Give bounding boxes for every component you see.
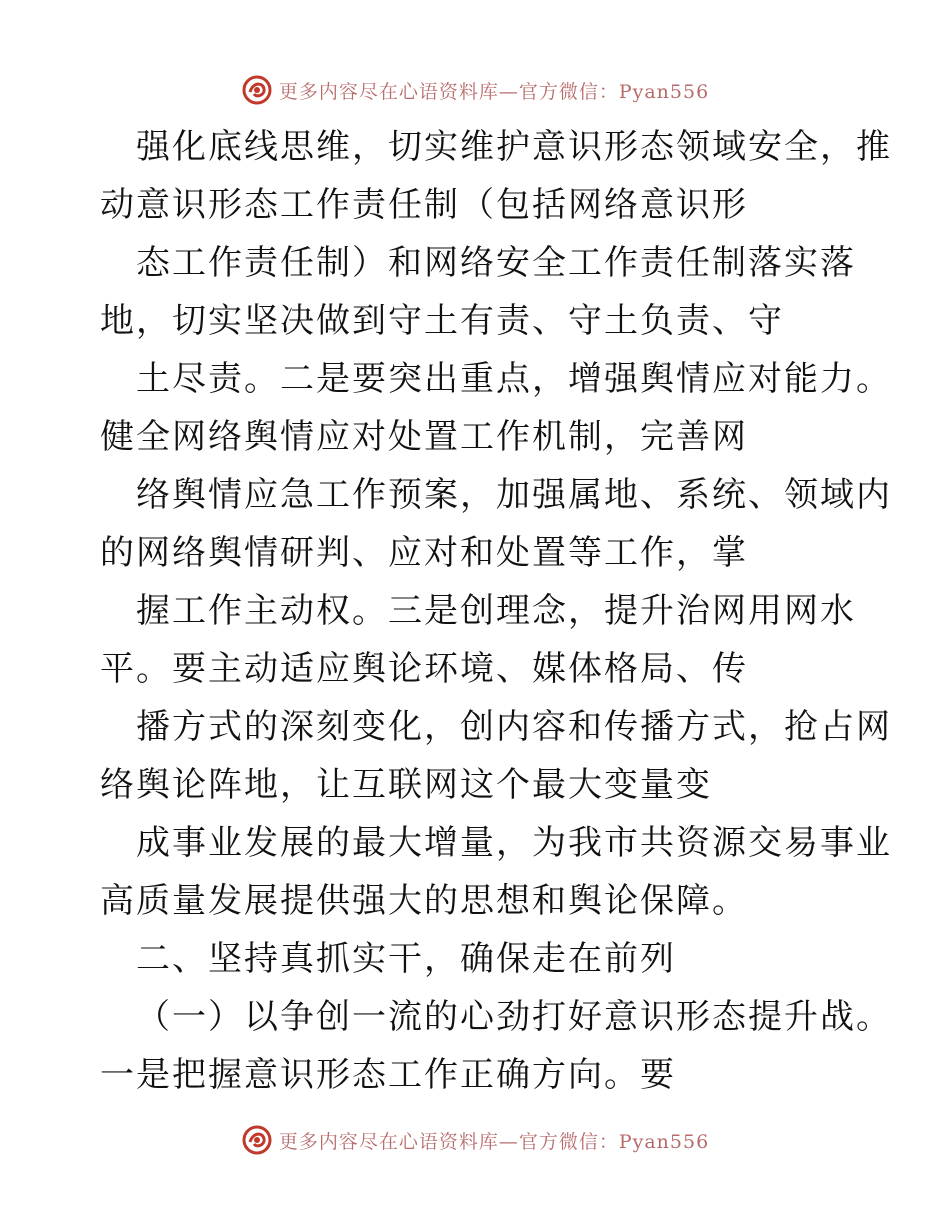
watermark-text: 更多内容尽在心语资料库—官方微信：Pyan556 (278, 1130, 710, 1153)
text-line: 高质量发展提供强大的思想和舆论保障。 (100, 881, 748, 921)
text-line: 播方式的深刻变化，创内容和传播方式，抢占网 (136, 707, 892, 747)
header-watermark (0, 70, 950, 110)
text-line: 一是把握意识形态工作正确方向。要 (100, 1055, 676, 1095)
document-body (100, 118, 892, 1104)
text-line: 地，切实坚决做到守土有责、守土负责、守 (100, 301, 784, 341)
section-heading: 二、坚持真抓实干，确保走在前列 (136, 939, 676, 979)
footer-watermark (0, 1120, 950, 1160)
text-line: 握工作主动权。三是创理念，提升治网用网水 (136, 591, 856, 631)
red-swirl-logo-icon (241, 74, 273, 106)
red-swirl-logo-icon (241, 1124, 273, 1156)
text-line: 的网络舆情研判、应对和处置等工作，掌 (100, 533, 748, 573)
text-line: 成事业发展的最大增量，为我市共资源交易事业 (136, 823, 892, 863)
text-line: 络舆情应急工作预案，加强属地、系统、领域内 (136, 475, 892, 515)
text-line: 态工作责任制）和网络安全工作责任制落实落 (136, 243, 856, 283)
text-line: 平。要主动适应舆论环境、媒体格局、传 (100, 649, 748, 689)
text-line: 络舆论阵地，让互联网这个最大变量变 (100, 765, 712, 805)
watermark-text: 更多内容尽在心语资料库—官方微信：Pyan556 (278, 80, 710, 103)
text-line: 健全网络舆情应对处置工作机制，完善网 (100, 417, 748, 457)
text-line: 动意识形态工作责任制（包括网络意识形 (100, 185, 748, 225)
text-line: 土尽责。二是要突出重点，增强舆情应对能力。 (136, 359, 892, 399)
subsection-heading: （一）以争创一流的心劲打好意识形态提升战。 (136, 997, 892, 1037)
text-line: 强化底线思维，切实维护意识形态领域安全，推 (136, 127, 892, 167)
